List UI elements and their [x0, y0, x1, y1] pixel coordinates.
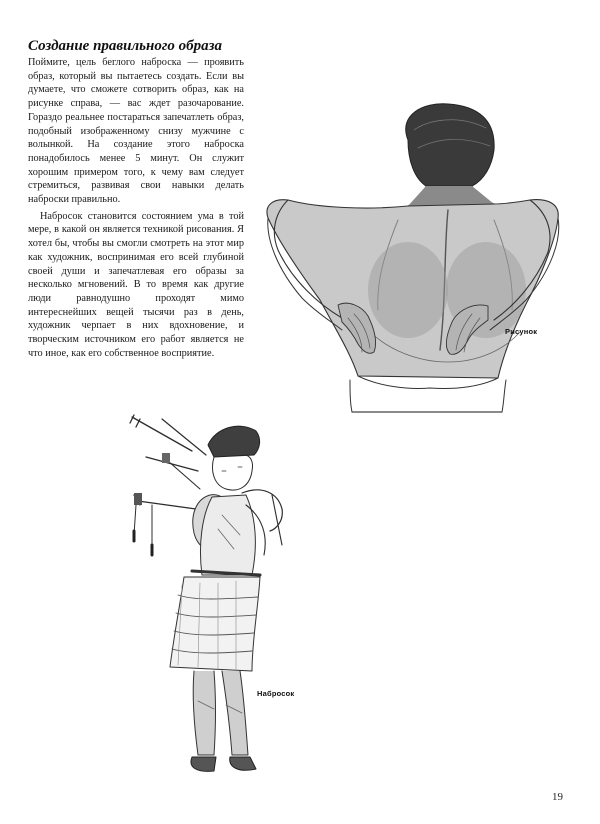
paragraph-1: Поймите, цель беглого наброска — проявить образ, который вы пытаетесь создать. Если вы думаете, что сможете сотворить образ, как на рисунке справа, — вас ждет разочарование. Гораздо реальнее постараться запечатлеть образ, подобный изображенному снизу мужчине с волынкой. На создание этого наброска понадобилось менее 5 минут. Он служит хорошим примером того, к чему вам следует стремиться, развивая свои навыки делать наброски правильно.: [28, 57, 244, 206]
paragraph-2: Набросок становится состоянием ума в той мере, в какой он является техникой рисования. Я хотел бы, чтобы вы смогли смотреть на этот мир как художник, воспринимая его всей глубиной своей души и запечатлевая его образы за несколько мгновений. В то время как другие люди равнодушно проходят мимо интереснейших вещей тысячи раз в день, художник черпает в них вдохновение, и творческим источником его работ является не что иное, как его собственное восприятие.: [28, 210, 244, 359]
drawing-man-back-illustration: [258, 100, 566, 420]
drawing-caption: Рисунок: [505, 327, 538, 336]
sketch-caption: Набросок: [257, 689, 295, 698]
sketch-bagpiper-illustration: [122, 405, 297, 790]
section-title: Создание правильного образа: [28, 38, 222, 54]
body-text: [28, 56, 244, 360]
page-number: 19: [552, 791, 563, 803]
